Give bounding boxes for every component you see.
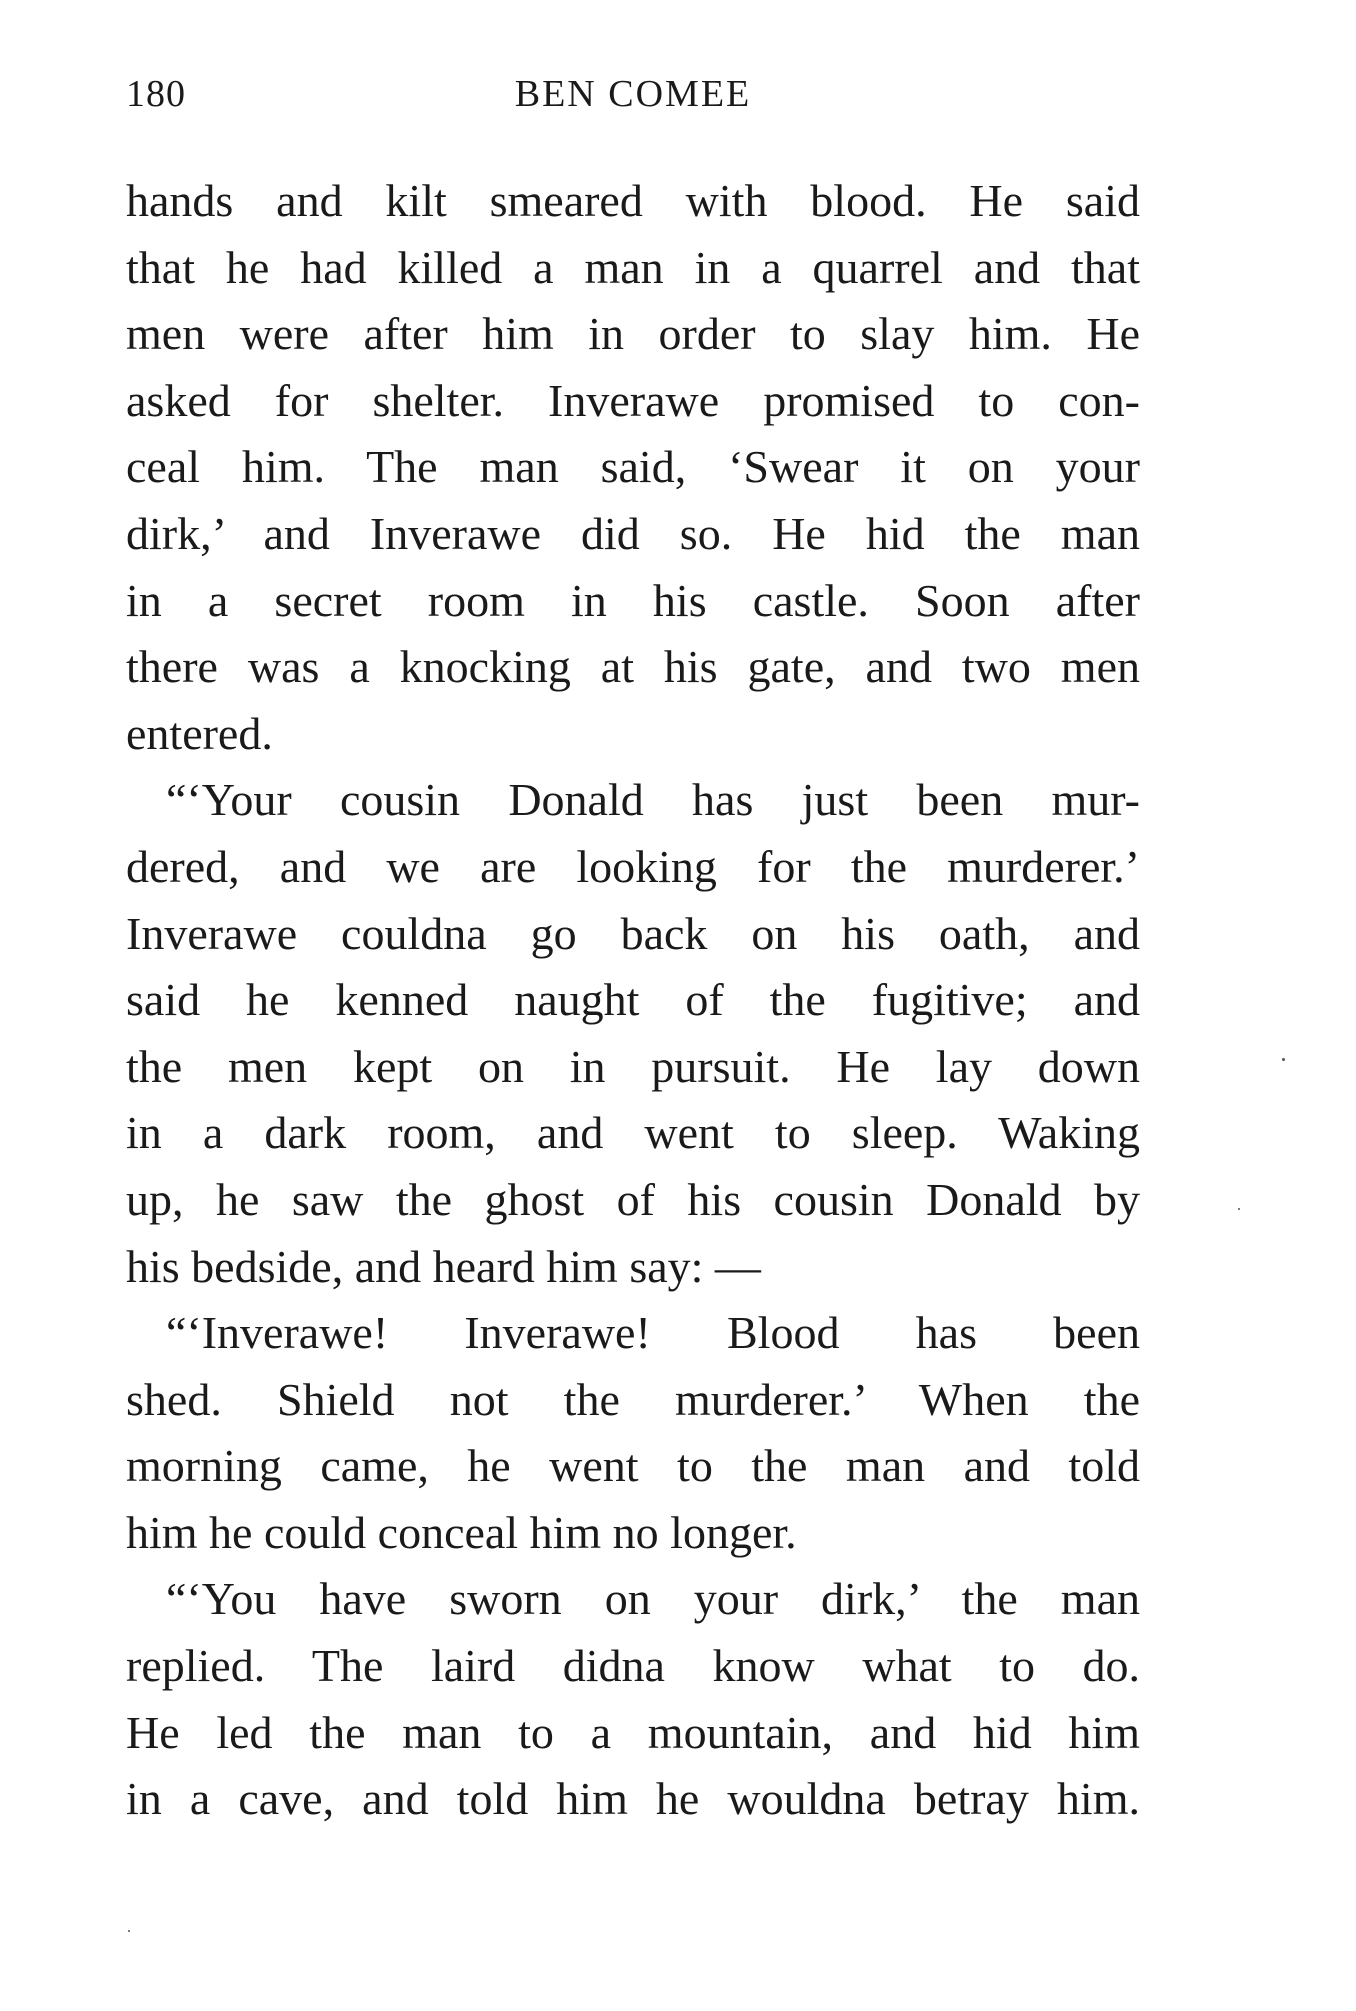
text-line: “‘You have sworn on your dirk,’ the man xyxy=(166,1573,1140,1625)
text-line: the men kept on in pursuit. He lay down xyxy=(126,1040,1140,1092)
text-line: shed. Shield not the murderer.’ When the xyxy=(126,1373,1140,1425)
text-line: “‘Your cousin Donald has just been mur- xyxy=(166,774,1140,826)
text-line: morning came, he went to the man and told xyxy=(126,1440,1140,1492)
text-line: in a secret room in his castle. Soon after xyxy=(126,574,1140,626)
running-head: BEN COMEE xyxy=(514,73,752,115)
text-line: up, he saw the ghost of his cousin Donald by xyxy=(126,1173,1140,1225)
text-line: his bedside, and heard him say: — xyxy=(126,1240,761,1292)
paper-speck xyxy=(1282,1058,1285,1061)
text-line: that he had killed a man in a quarrel and that xyxy=(126,241,1140,293)
body-text xyxy=(126,168,1140,1833)
text-line: in a dark room, and went to sleep. Waking xyxy=(126,1107,1140,1159)
paper-speck xyxy=(1238,1208,1240,1210)
text-line: him he could conceal him no longer. xyxy=(126,1506,797,1558)
page-header xyxy=(126,72,1140,122)
text-line: dered, and we are looking for the murderer.’ xyxy=(126,840,1140,892)
text-line: hands and kilt smeared with blood. He said xyxy=(126,175,1140,226)
text-line: “‘Inverawe! Inverawe! Blood has been xyxy=(166,1307,1140,1359)
page-number: 180 xyxy=(126,73,186,115)
text-line: ceal him. The man said, ‘Swear it on your xyxy=(126,441,1140,493)
text-line: said he kenned naught of the fugitive; and xyxy=(126,974,1140,1026)
text-line: entered. xyxy=(126,707,273,759)
text-line: replied. The laird didna know what to do. xyxy=(126,1640,1140,1692)
text-line: men were after him in order to slay him. He xyxy=(126,308,1140,360)
text-line: dirk,’ and Inverawe did so. He hid the man xyxy=(126,507,1140,559)
text-line: there was a knocking at his gate, and two men xyxy=(126,641,1140,693)
text-line: in a cave, and told him he wouldna betray him. xyxy=(126,1773,1140,1825)
paper-speck xyxy=(128,1930,130,1932)
text-line: He led the man to a mountain, and hid him xyxy=(126,1706,1140,1758)
text-line: asked for shelter. Inverawe promised to con- xyxy=(126,374,1140,426)
text-line: Inverawe couldna go back on his oath, and xyxy=(126,907,1140,959)
